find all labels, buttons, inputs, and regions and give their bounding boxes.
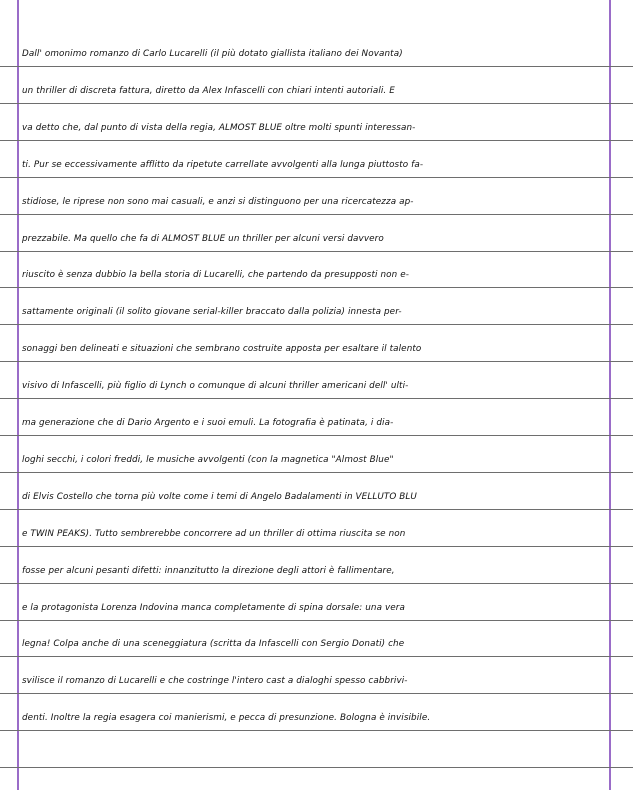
text-line: svilisce il romanzo di Lucarelli e che costringe l'intero cast a dialoghi spesso cabbrivi- xyxy=(22,676,408,686)
text-line: un thriller di discreta fattura, diretto da Alex Infascelli con chiari intenti autoriali. E xyxy=(22,86,395,96)
text-line: fosse per alcuni pesanti difetti: innanzitutto la direzione degli attori è fallimentare, xyxy=(22,566,395,576)
text-line: sonaggi ben delineati e situazioni che sembrano costruite apposta per esaltare il talento xyxy=(22,344,422,354)
text-line: ti. Pur se eccessivamente afflitto da ripetute carrellate avvolgenti alla lunga piuttosto fa- xyxy=(22,160,424,170)
text-line: denti. Inoltre la regia esagera coi manierismi, e pecca di presunzione. Bologna è invisibile. xyxy=(22,713,431,723)
text-line: e TWIN PEAKS). Tutto sembrerebbe concorrere ad un thriller di ottima riuscita se non xyxy=(22,529,406,539)
text-line: prezzabile. Ma quello che fa di ALMOST BLUE un thriller per alcuni versi davvero xyxy=(22,234,384,244)
text-line: visivo di Infascelli, più figlio di Lynch o comunque di alcuni thriller americani dell' ulti- xyxy=(22,381,409,391)
left-margin-line xyxy=(17,0,19,790)
text-line: e la protagonista Lorenza Indovina manca completamente di spina dorsale: una vera xyxy=(22,603,405,613)
ruled-line xyxy=(0,767,633,768)
right-margin-line xyxy=(609,0,611,790)
text-line: va detto che, dal punto di vista della regia, ALMOST BLUE oltre molti spunti interessan- xyxy=(22,123,416,133)
text-line: stidiose, le riprese non sono mai casuali, e anzi si distinguono per una ricercatezza ap- xyxy=(22,197,414,207)
text-line: ma generazione che di Dario Argento e i suoi emuli. La fotografia è patinata, i dia- xyxy=(22,418,394,428)
text-line: di Elvis Costello che torna più volte come i temi di Angelo Badalamenti in VELLUTO BLU xyxy=(22,492,417,502)
text-line: loghi secchi, i colori freddi, le musiche avvolgenti (con la magnetica "Almost Blue" xyxy=(22,455,394,465)
text-line: legna! Colpa anche di una sceneggiatura (scritta da Infascelli con Sergio Donati) che xyxy=(22,639,405,649)
text-line: riuscito è senza dubbio la bella storia di Lucarelli, che partendo da presupposti non e- xyxy=(22,270,409,280)
text-line: sattamente originali (il solito giovane serial-killer braccato dalla polizia) innesta per- xyxy=(22,307,402,317)
text-line: Dall' omonimo romanzo di Carlo Lucarelli (il più dotato giallista italiano dei Novanta) xyxy=(22,49,403,59)
